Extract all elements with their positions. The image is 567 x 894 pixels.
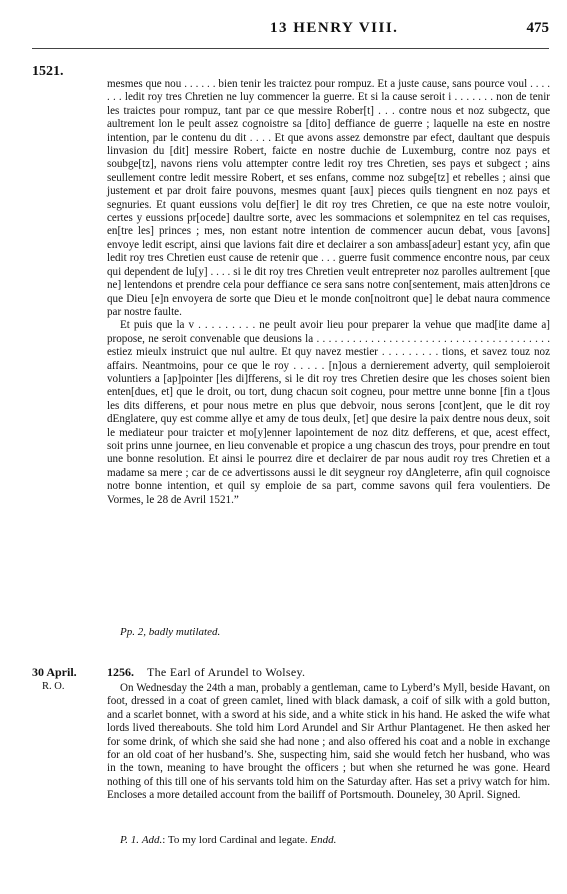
footer-endorsed: Endd. bbox=[310, 834, 337, 846]
letter-text bbox=[107, 78, 550, 507]
entry-body-text: On Wednesday the 24th a man, probably a gentleman, came to Lyberd’s Myll, beside Havant, on foot, dressed in a coat of green camlet, lined with black damask, a coif of silk with a gold button, and a scarlet bonnet, with a sword at his side, and a white stick in his hand. He asked the wife what lords lived thereabouts. She told him Lord Arundel and Sir Arthur Plantagenet. He then asked her for some drink, of which she said she had none ; and also offered his coat and a noble in exchange for an old coat of her husband’s. She, suspecting him, said she would fetch her husband, who was in the town, meaning to have brought the officers ; but when she returned he was gone. Heard nothing of this till one of his servants told him on the Saturday after. Has set a privy watch for him. Encloses a more detailed account from the bailiff of Portsmouth. Douneley, 30 April. Signed. bbox=[107, 682, 550, 802]
entry-body bbox=[107, 682, 550, 803]
running-title: 13 HENRY VIII. bbox=[270, 20, 399, 36]
entry-heading bbox=[107, 665, 305, 680]
footer-add-label: Add. bbox=[141, 834, 163, 846]
footer-address: : To my lord Cardinal and legate. bbox=[162, 834, 308, 846]
page-header bbox=[0, 20, 567, 40]
mutilation-note: Pp. 2, badly mutilated. bbox=[120, 626, 221, 638]
letter-paragraph-2: Et puis que la v . . . . . . . . . ne peult avoir lieu pour preparer la vehue que mad[ite dame a] propose, ne seroit convenable que deusions la . . . . . . . . . . . . . . . . . . . . . . . . . . . . . . . . . . . . . . . estiez mieulx instruict que nul aultre. Et quy navez mestier . . . . . . . . . tions, et savez touz noz affairs. Neantmoins, pour ce que le roy . . . . . [n]ous a dernierement adverty, quil semploieroit voluntiers a [ap]pointer [les di]fferens, si le dit roy tres Chretien desire que les choses soient bien enten[dues, et] que le droit, ou tort, dung chacun soit cogneu, pour mettre unne bonne [fin a t]ous les dits differens, et pour nous metre en plus que debvoir, nous serons [cont]ent, que le dit roy dEnglatere, quy est comme allye et amy de tous deulx, [et] que desire la paix dentre nous deux, soit le mediateur pour traicter et mo[y]enner lapointement de noz ditz defferens, et que, acest effect, soit prins unne journee, en lieu convenable et propice a ung chascun des troys, pour prendre en tout une bonne resolution. Et ainsi le pourrez dire et declairer de par nous audit roy tres Chretien et a madame sa mere ; car de ce advertissons aussi le dit seygneur roy dAngleterre, afin quil cognoisce notre bonne intention, et quil sy emploie de sa part, comme savons quil fera voulentiers. De Vormes, le 28 de Avril 1521.” bbox=[107, 319, 550, 506]
entry-title: The Earl of Arundel to Wolsey. bbox=[147, 665, 306, 679]
entry-number: 1256. bbox=[107, 665, 134, 679]
page-number: 475 bbox=[526, 20, 549, 36]
letter-paragraph-1: mesmes que nou . . . . . . bien tenir les traictez pour rompuz. Et a juste cause, sans pource voul . . . . . . . ledit roy tres Chretien ne luy commencer la guerre. Et si la cause seroit i . . . . . . . non de tenir les traictes pour rompuz, tant par ce que messire Rober[t] . . . contre nous et noz subgectz, que aultrement lon le peult assez cognoistre sa [dito] deffiance de guerre ; laquelle na este en nostre intention, par le contenu du dit . . . . Et que avons assez demonstre par efect, daultant que despuis linvasion du [dit] messire Robert, faicte en nostre duchie de Luxemburg, contre noz pays et soubge[tz], navons riens volu attempter contre ledit roy tres Chretien, ses pays et subgect ; ains seullement contre ledit messire Robert, et ses enfans, comme noz subge[tz] et rebelles ; ainsi que justement et par droit faire pouvons, mesmes quant [aux] pieces quils tiengnent en noz pays et segnuries. Et quant eussions volu de[fier] le dit roy tres Chretien, ce que na este notre vouloir, certes y eussions pr[ocede] daultre sorte, avec les sommacions et solempnitez en tel cas requises, en[tre les] princes ; mes, non estant notre intention de commencer aucun debat, vous [avons] envoye ledit escript, ainsi que lavions fait dire et declairer a son ambass[adeur] estant ycy, afin que ledit roy tres Chretien eust cause de retenir que . . . guerre fusit commence encontre nous, par ceux qui dependent de lu[y] . . . . si le dit roy tres Chretien veult entrepreter noz parolles aultrement [que ne] lentendons et prendre cela pour deffiance ce sera sans notre con[sentement, mais atten]drons ce que Dieu [e]n envoyera de sorte que Dieu et le monde con[noitront que] le debat naura commence par nostre faulte. bbox=[107, 78, 550, 318]
footer-page-count: P. 1. bbox=[120, 834, 140, 846]
entry-footer bbox=[120, 834, 336, 846]
entry-reference: R. O. bbox=[42, 681, 65, 692]
entry-date: 30 April. bbox=[32, 665, 77, 679]
year-margin: 1521. bbox=[32, 64, 64, 79]
header-rule bbox=[32, 48, 549, 49]
